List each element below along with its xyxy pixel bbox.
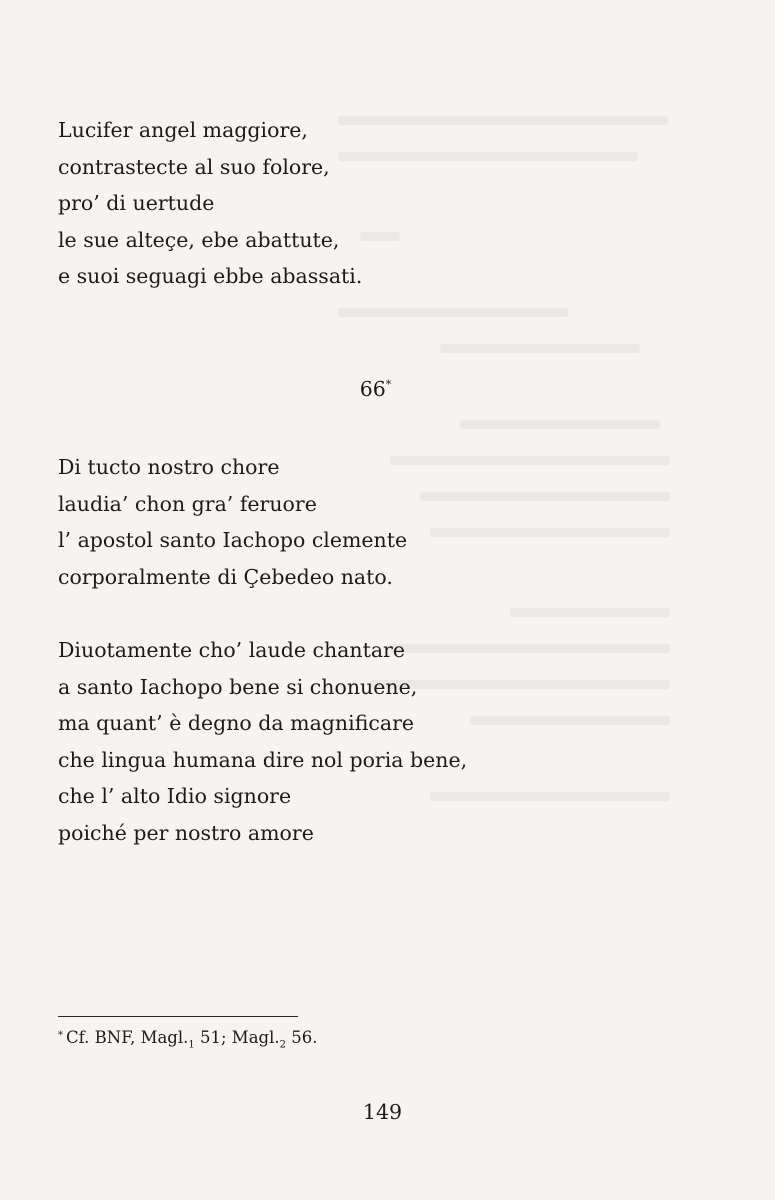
verse-line: che lingua humana dire nol poria bene, (58, 747, 468, 772)
page-number-footer (0, 1096, 775, 1128)
verse-line: ma quant’ è degno da magnificare (58, 711, 414, 735)
verse-line: che l’ alto Idio signore (58, 784, 292, 808)
footnote-mark: * (58, 1030, 63, 1041)
verse-line: pro’ di uertude (58, 191, 215, 215)
verse-line: corporalmente di Çebedeo nato. (58, 564, 393, 589)
footnote-subscript: 2 (279, 1039, 287, 1051)
footnote (58, 1024, 318, 1059)
footnote-reference-mark[interactable]: * (385, 378, 392, 391)
footnote-text: Cf. BNF, Magl. (66, 1028, 189, 1047)
verse-line: poiché per nostro amore (58, 820, 314, 845)
footnote-text: 56. (286, 1028, 318, 1047)
poem-number: 66 (359, 377, 386, 401)
verse-line: l’ apostol santo Iachopo clemente (58, 528, 408, 552)
footnote-text: 51; Magl. (194, 1028, 280, 1047)
stanza-2 (58, 449, 407, 595)
verse-line: e suoi seguagi ebbe abassati. (58, 264, 363, 288)
verse-line: Di tucto nostro chore (58, 455, 280, 479)
verse-line: laudia’ chon gra’ feruore (58, 491, 317, 516)
page-number: 149 (362, 1100, 403, 1124)
stanza-1 (58, 112, 362, 295)
verse-line: a santo Iachopo bene si chonuene, (58, 674, 418, 699)
verse-line: contrastecte al suo folore, (58, 154, 330, 179)
footnote-subscript: 1 (188, 1039, 195, 1051)
verse-line: Diuotamente cho’ laude chantare (58, 638, 405, 662)
verse-line: le sue alteçe, ebe abattute, (58, 227, 340, 252)
verse-line: Lucifer angel maggiore, (58, 118, 308, 142)
poem-number-heading (0, 373, 775, 405)
footnote-divider (58, 1016, 298, 1017)
stanza-3 (58, 632, 467, 851)
